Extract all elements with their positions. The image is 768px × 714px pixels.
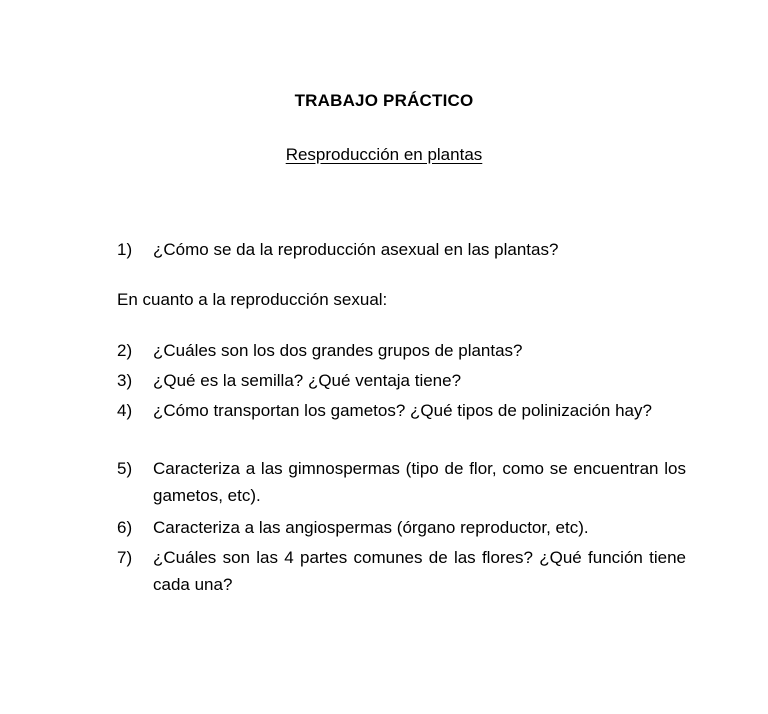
question-number: 6) [117, 518, 133, 537]
question-number: 1) [117, 240, 133, 259]
question-text: Caracteriza a las angiospermas (órgano reproductor, etc). [153, 518, 589, 537]
question-text: ¿Cómo transportan los gametos? ¿Qué tipos de polinización hay? [153, 401, 652, 420]
document-subtitle-text: Resproducción en plantas [285, 145, 483, 164]
question-number: 5) [117, 459, 133, 478]
question-text: Caracteriza a las gimnospermas (tipo de flor, como se encuentran los gametos, etc). [153, 459, 686, 505]
question-number: 4) [117, 401, 133, 420]
question-5 [117, 455, 686, 509]
question-text: ¿Cuáles son los dos grandes grupos de plantas? [153, 341, 523, 360]
question-2 [117, 337, 686, 364]
document-subtitle [0, 143, 768, 167]
question-number: 3) [117, 371, 133, 390]
section-intro: En cuanto a la reproducción sexual: [117, 290, 388, 309]
question-number: 7) [117, 548, 133, 567]
question-text: ¿Cuáles son las 4 partes comunes de las flores? ¿Qué función tiene cada una? [153, 548, 686, 594]
question-6 [117, 514, 686, 541]
question-number: 2) [117, 341, 133, 360]
question-3 [117, 367, 686, 394]
question-4 [117, 397, 686, 424]
document-title: TRABAJO PRÁCTICO [294, 91, 474, 110]
question-text: ¿Qué es la semilla? ¿Qué ventaja tiene? [153, 371, 462, 390]
question-text: ¿Cómo se da la reproducción asexual en las plantas? [153, 240, 559, 259]
question-1 [117, 236, 686, 263]
question-7 [117, 544, 686, 598]
